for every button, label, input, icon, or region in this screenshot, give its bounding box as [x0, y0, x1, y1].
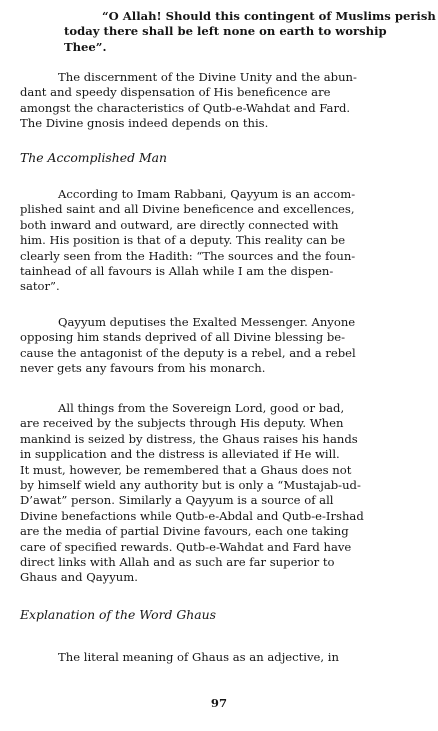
page-number: 97	[210, 696, 228, 710]
text-line: are received by the subjects through His deputy. When	[20, 416, 344, 431]
text-line: cause the antagonist of the deputy is a rebel, and a rebel	[20, 345, 356, 360]
text-line: Thee”.	[64, 39, 107, 54]
text-line: direct links with Allah and as such are far superior to	[20, 555, 335, 570]
section-heading-word-ghaus: Explanation of the Word Ghaus	[20, 607, 216, 622]
text-line: D’awat” person. Similarly a Qayyum is a source of all	[20, 493, 334, 508]
text-line: According to Imam Rabbani, Qayyum is an accom-	[58, 187, 356, 201]
text-line: Ghaus and Qayyum.	[20, 570, 138, 585]
text-line: Divine benefactions while Qutb-e-Abdal and Qutb-e-Irshad	[20, 508, 364, 523]
text-line: are the media of partial Divine favours, each one taking	[20, 524, 349, 539]
text-line: Qayyum deputises the Exalted Messenger. Anyone	[58, 315, 356, 329]
text-line: mankind is seized by distress, the Ghaus raises his hands	[20, 431, 358, 446]
text-line: never gets any favours from his monarch.	[20, 361, 266, 376]
paragraph-qayyum-position	[20, 187, 416, 295]
text-line: The Divine gnosis indeed depends on this.	[20, 116, 269, 131]
text-line: All things from the Sovereign Lord, good or bad,	[58, 401, 345, 415]
text-line: in supplication and the distress is alleviated if He will.	[20, 447, 340, 462]
text-line: The discernment of the Divine Unity and the abun-	[58, 70, 357, 84]
section-heading-accomplished-man: The Accomplished Man	[20, 150, 168, 165]
paragraph-literal-meaning	[20, 650, 416, 665]
text-line: by himself wield any authority but is only a “Mustajab-ud-	[20, 478, 361, 493]
paragraph-divine-unity	[20, 70, 416, 132]
text-line: It must, however, be remembered that a Ghaus does not	[20, 462, 352, 477]
text-line: “O Allah! Should this contingent of Muslims perish	[102, 9, 436, 23]
text-line: plished saint and all Divine beneficence and excellences,	[20, 202, 355, 217]
text-line: care of specified rewards. Qutb-e-Wahdat and Fard have	[20, 539, 352, 554]
text-line: today there shall be left none on earth to worship	[64, 24, 387, 39]
paragraph-sovereign-lord	[20, 401, 416, 586]
text-line: amongst the characteristics of Qutb-e-Wahdat and Fard.	[20, 100, 351, 115]
text-line: sator”.	[20, 279, 60, 294]
quoted-prayer	[64, 9, 436, 55]
text-line: him. His position is that of a deputy. This reality can be	[20, 233, 346, 248]
text-line: The literal meaning of Ghaus as an adjective, in	[58, 650, 339, 664]
text-line: opposing him stands deprived of all Divine blessing be-	[20, 330, 346, 345]
paragraph-qayyum-deputises	[20, 315, 416, 377]
text-line: tainhead of all favours is Allah while I am the dispen-	[20, 264, 334, 279]
text-line: clearly seen from the Hadith: “The sources and the foun-	[20, 248, 356, 263]
text-line: dant and speedy dispensation of His beneficence are	[20, 85, 331, 100]
text-line: both inward and outward, are directly connected with	[20, 217, 339, 232]
